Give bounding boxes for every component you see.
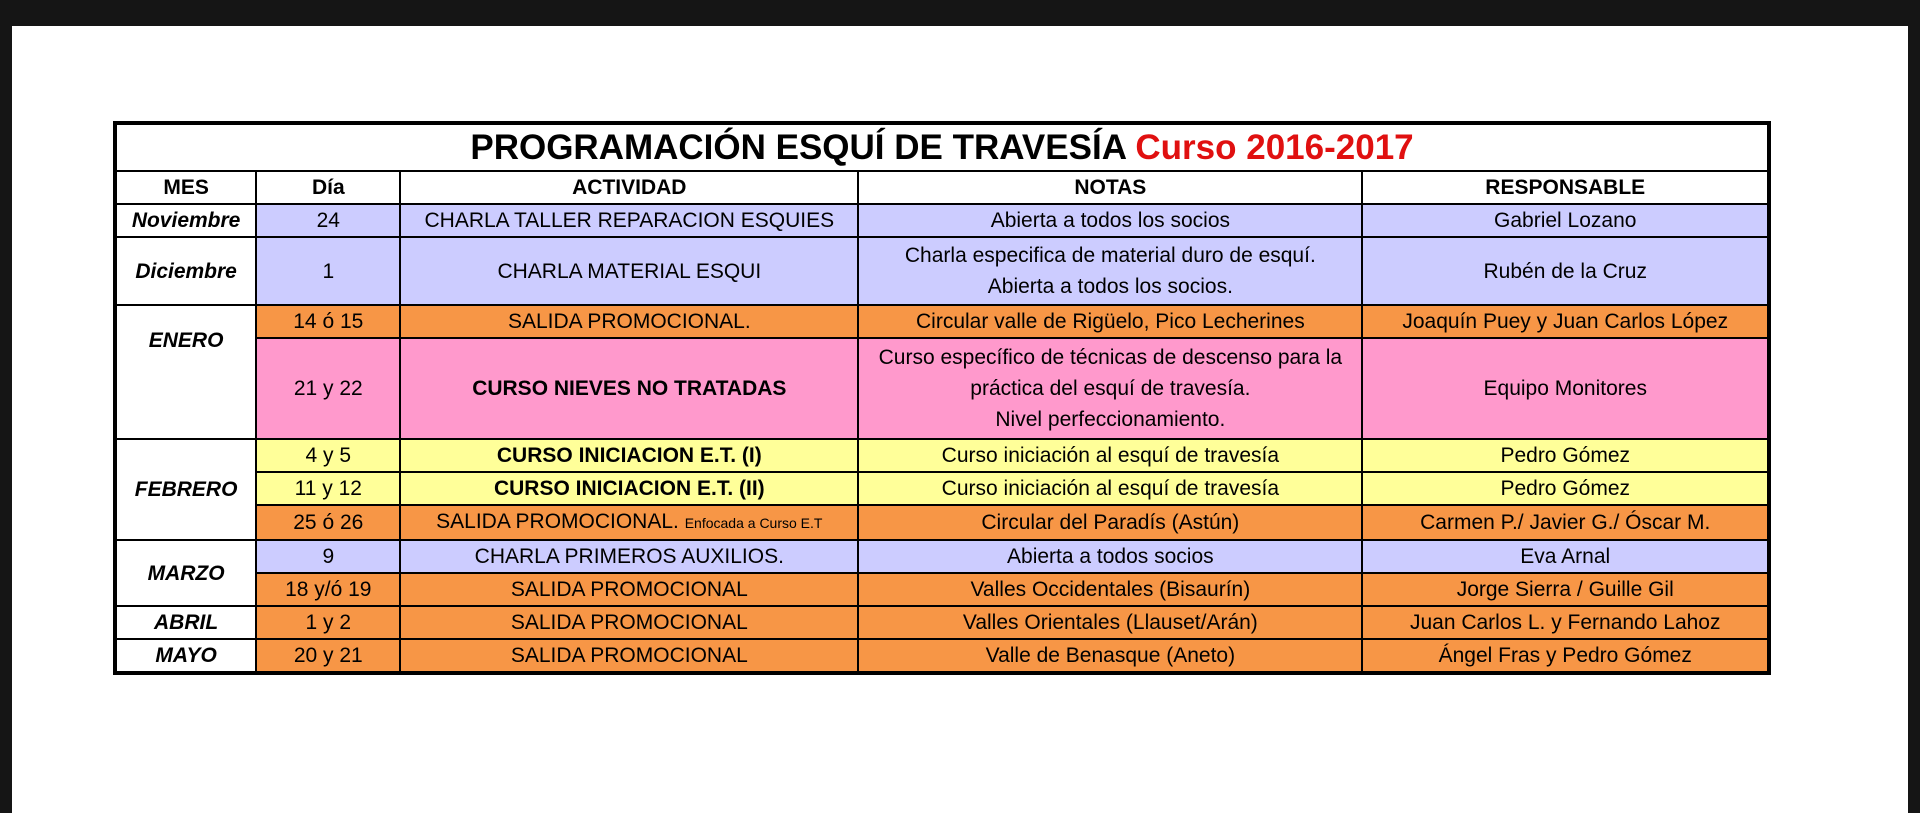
table-row: [115, 305, 1769, 338]
dia-cell: 11 y 12: [256, 472, 400, 505]
responsable-cell: Pedro Gómez: [1362, 439, 1769, 472]
header-mes: MES: [115, 171, 256, 204]
month-cell: MAYO: [115, 639, 256, 673]
actividad-cell: SALIDA PROMOCIONAL: [400, 606, 858, 639]
actividad-cell: [400, 505, 858, 540]
schedule-table: [113, 121, 1771, 675]
header-responsable: RESPONSABLE: [1362, 171, 1769, 204]
notas-line: Curso específico de técnicas de descenso para la: [878, 346, 1343, 369]
dia-cell: 24: [256, 204, 400, 237]
title-course: Curso 2016-2017: [1135, 128, 1414, 167]
responsable-cell: Pedro Gómez: [1362, 472, 1769, 505]
notas-cell: Valle de Benasque (Aneto): [858, 639, 1362, 673]
dia-cell: 21 y 22: [256, 338, 400, 439]
actividad-cell: SALIDA PROMOCIONAL: [400, 639, 858, 673]
table-row: [115, 540, 1769, 573]
header-actividad: ACTIVIDAD: [400, 171, 858, 204]
responsable-cell: Equipo Monitores: [1362, 338, 1769, 439]
notas-cell: Curso iniciación al esquí de travesía: [858, 472, 1362, 505]
responsable-cell: Carmen P./ Javier G./ Óscar M.: [1362, 505, 1769, 540]
actividad-note: Enfocada a Curso E.T: [684, 515, 823, 531]
actividad-cell: CHARLA MATERIAL ESQUI: [400, 237, 858, 305]
responsable-cell: Joaquín Puey y Juan Carlos López: [1362, 305, 1769, 338]
month-cell: ABRIL: [115, 606, 256, 639]
table-row: [115, 472, 1769, 505]
notas-cell: Abierta a todos socios: [858, 540, 1362, 573]
header-dia: Día: [256, 171, 400, 204]
responsable-cell: Jorge Sierra / Guille Gil: [1362, 573, 1769, 606]
responsable-cell: Ángel Fras y Pedro Gómez: [1362, 639, 1769, 673]
table-row: [115, 606, 1769, 639]
responsable-cell: Juan Carlos L. y Fernando Lahoz: [1362, 606, 1769, 639]
notas-cell: Abierta a todos los socios: [858, 204, 1362, 237]
responsable-cell: Rubén de la Cruz: [1362, 237, 1769, 305]
dia-cell: 1: [256, 237, 400, 305]
table-row: [115, 573, 1769, 606]
notas-line: Charla especifica de material duro de esquí.: [904, 244, 1316, 267]
month-cell: FEBRERO: [115, 439, 256, 540]
month-cell: Diciembre: [115, 237, 256, 305]
table-row: [115, 237, 1769, 305]
title-row: [115, 123, 1769, 171]
responsable-cell: Eva Arnal: [1362, 540, 1769, 573]
notas-cell: Circular valle de Rigüelo, Pico Lecherines: [858, 305, 1362, 338]
actividad-cell: CURSO INICIACION E.T. (I): [400, 439, 858, 472]
month-cell: Noviembre: [115, 204, 256, 237]
month-cell: MARZO: [115, 540, 256, 606]
actividad-cell: CHARLA PRIMEROS AUXILIOS.: [400, 540, 858, 573]
actividad-cell: CHARLA TALLER REPARACION ESQUIES: [400, 204, 858, 237]
dia-cell: 25 ó 26: [256, 505, 400, 540]
actividad-cell: SALIDA PROMOCIONAL.: [400, 305, 858, 338]
header-row: [115, 171, 1769, 204]
title-main: PROGRAMACIÓN ESQUÍ DE TRAVESÍA: [470, 128, 1126, 167]
notas-cell: [858, 338, 1362, 439]
dia-cell: 14 ó 15: [256, 305, 400, 338]
notas-cell: Curso iniciación al esquí de travesía: [858, 439, 1362, 472]
notas-cell: [858, 237, 1362, 305]
table-row: [115, 439, 1769, 472]
notas-cell: Valles Orientales (Llauset/Arán): [858, 606, 1362, 639]
actividad-cell: CURSO INICIACION E.T. (II): [400, 472, 858, 505]
actividad-cell: SALIDA PROMOCIONAL: [400, 573, 858, 606]
notas-line: Abierta a todos los socios.: [987, 275, 1233, 298]
header-notas: NOTAS: [858, 171, 1362, 204]
table-title: [115, 123, 1769, 171]
dia-cell: 18 y/ó 19: [256, 573, 400, 606]
table-row: [115, 639, 1769, 673]
table-row: [115, 338, 1769, 439]
table-row: [115, 204, 1769, 237]
dia-cell: 4 y 5: [256, 439, 400, 472]
dia-cell: 9: [256, 540, 400, 573]
responsable-cell: Gabriel Lozano: [1362, 204, 1769, 237]
table-row: [115, 505, 1769, 540]
notas-line: Nivel perfeccionamiento.: [995, 408, 1226, 431]
notas-cell: Valles Occidentales (Bisaurín): [858, 573, 1362, 606]
actividad-cell: CURSO NIEVES NO TRATADAS: [400, 338, 858, 439]
actividad-text: SALIDA PROMOCIONAL.: [436, 510, 679, 533]
dia-cell: 20 y 21: [256, 639, 400, 673]
dia-cell: 1 y 2: [256, 606, 400, 639]
notas-line: práctica del esquí de travesía.: [970, 377, 1251, 400]
month-cell: ENERO: [115, 305, 256, 439]
notas-cell: Circular del Paradís (Astún): [858, 505, 1362, 540]
